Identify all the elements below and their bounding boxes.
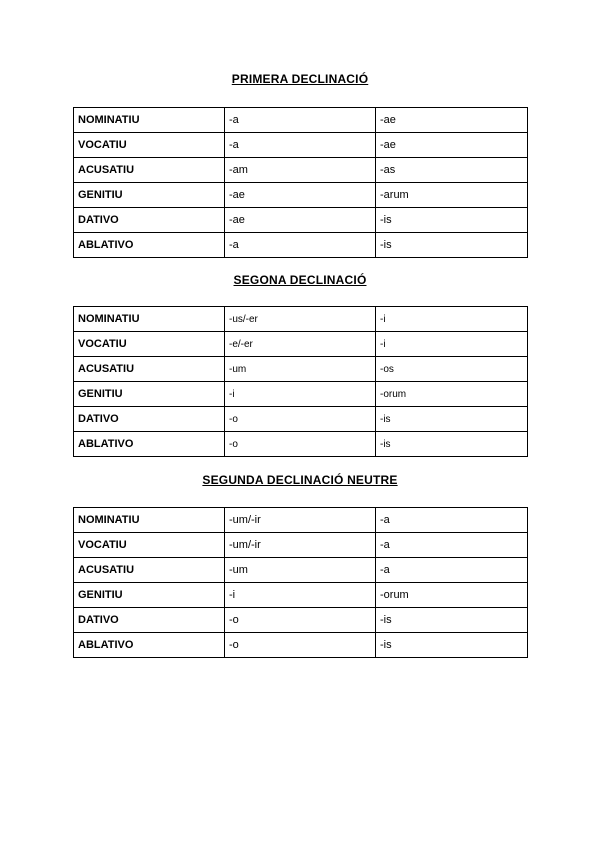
table-row [74,608,528,633]
plural-ending: -is [376,208,528,233]
plural-ending: -arum [376,183,528,208]
case-label: DATIVO [74,208,225,233]
singular-ending: -a [225,108,376,133]
table-row [74,533,528,558]
table-row [74,332,528,357]
table-row [74,558,528,583]
case-label: NOMINATIU [74,508,225,533]
case-label: GENITIU [74,183,225,208]
plural-ending: -is [376,407,528,432]
plural-ending: -orum [376,382,528,407]
table-row [74,108,528,133]
singular-ending: -o [225,407,376,432]
case-label: ABLATIVO [74,633,225,658]
case-label: NOMINATIU [74,108,225,133]
case-label: DATIVO [74,608,225,633]
case-label: ACUSATIU [74,158,225,183]
table-row [74,583,528,608]
table-row [74,432,528,457]
table-row [74,158,528,183]
table-row [74,208,528,233]
table-row [74,307,528,332]
case-label: VOCATIU [74,533,225,558]
plural-ending: -a [376,558,528,583]
plural-ending: -a [376,533,528,558]
singular-ending: -e/-er [225,332,376,357]
section-title-primera: PRIMERA DECLINACIÓ [231,72,369,86]
case-label: GENITIU [74,382,225,407]
singular-ending: -i [225,583,376,608]
singular-ending: -um/-ir [225,508,376,533]
section-title-segunda-neutre: SEGUNDA DECLINACIÓ NEUTRE [202,473,398,487]
table-row [74,633,528,658]
singular-ending: -ae [225,208,376,233]
plural-ending: -is [376,608,528,633]
plural-ending: -a [376,508,528,533]
table-segona-declinacio [73,306,528,457]
plural-ending: -is [376,633,528,658]
case-label: ABLATIVO [74,432,225,457]
singular-ending: -ae [225,183,376,208]
singular-ending: -o [225,608,376,633]
table-row [74,407,528,432]
plural-ending: -ae [376,108,528,133]
singular-ending: -a [225,233,376,258]
case-label: DATIVO [74,407,225,432]
plural-ending: -i [376,307,528,332]
table-segunda-declinacio-neutre [73,507,528,658]
plural-ending: -os [376,357,528,382]
singular-ending: -us/-er [225,307,376,332]
singular-ending: -a [225,133,376,158]
plural-ending: -is [376,233,528,258]
case-label: ABLATIVO [74,233,225,258]
singular-ending: -um [225,558,376,583]
case-label: GENITIU [74,583,225,608]
table-row [74,382,528,407]
singular-ending: -am [225,158,376,183]
table-primera-declinacio [73,107,528,258]
table-row [74,508,528,533]
plural-ending: -orum [376,583,528,608]
singular-ending: -o [225,633,376,658]
section-title-segona: SEGONA DECLINACIÓ [233,273,367,287]
singular-ending: -o [225,432,376,457]
case-label: VOCATIU [74,133,225,158]
plural-ending: -i [376,332,528,357]
singular-ending: -um [225,357,376,382]
singular-ending: -i [225,382,376,407]
singular-ending: -um/-ir [225,533,376,558]
case-label: VOCATIU [74,332,225,357]
case-label: ACUSATIU [74,357,225,382]
table-row [74,133,528,158]
case-label: NOMINATIU [74,307,225,332]
table-row [74,233,528,258]
plural-ending: -as [376,158,528,183]
case-label: ACUSATIU [74,558,225,583]
plural-ending: -is [376,432,528,457]
plural-ending: -ae [376,133,528,158]
table-row [74,183,528,208]
table-row [74,357,528,382]
